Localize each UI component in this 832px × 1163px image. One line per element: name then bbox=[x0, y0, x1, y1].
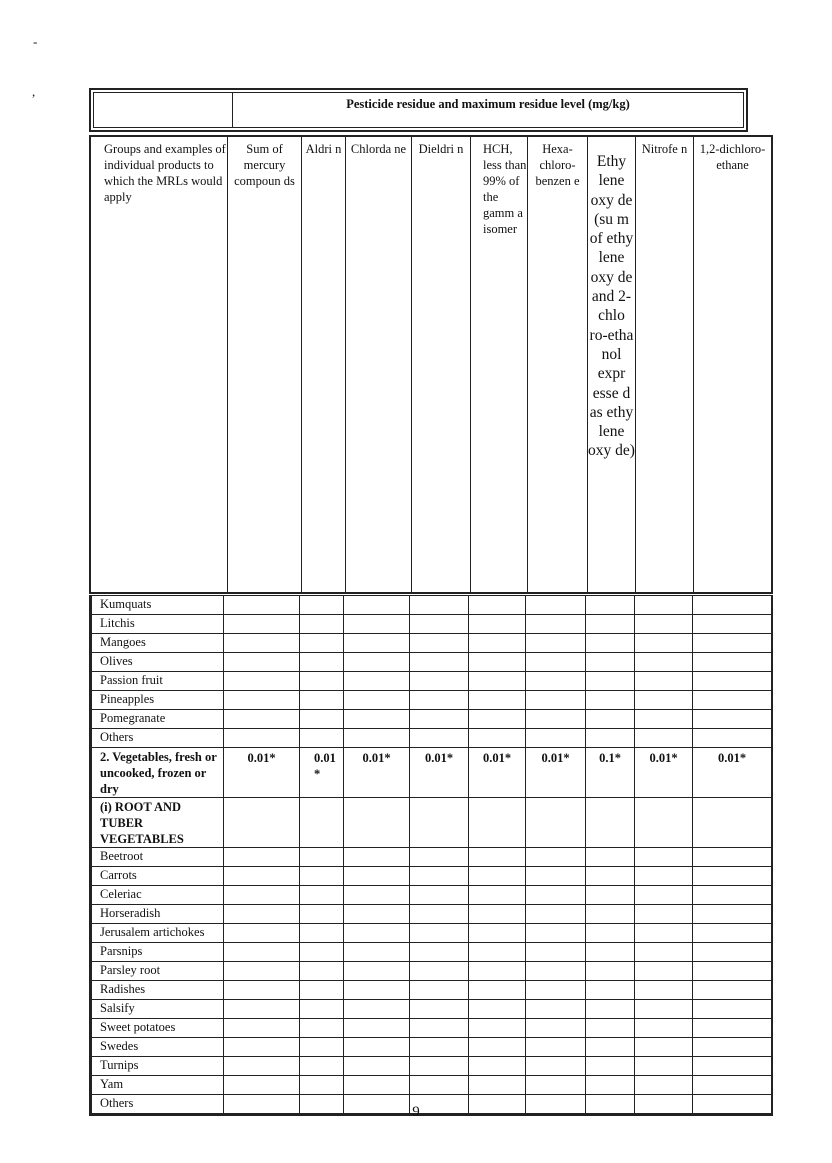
mrl-value-cell bbox=[586, 596, 635, 615]
mrl-value-cell bbox=[469, 1038, 526, 1057]
mrl-value-cell bbox=[693, 672, 772, 691]
mrl-value-cell bbox=[693, 1038, 772, 1057]
mrl-value-cell bbox=[635, 848, 693, 867]
mrl-value-cell bbox=[344, 981, 410, 1000]
product-name-cell: Pomegranate bbox=[92, 710, 224, 729]
table-row bbox=[92, 596, 772, 615]
mrl-value-cell bbox=[526, 596, 586, 615]
table-row bbox=[92, 1000, 772, 1019]
mrl-value-cell bbox=[693, 1019, 772, 1038]
mrl-value-cell bbox=[344, 653, 410, 672]
banner-blank-cell bbox=[94, 93, 233, 127]
mrl-value-cell bbox=[224, 596, 300, 615]
margin-mark-comma: , bbox=[32, 84, 36, 99]
mrl-value-cell bbox=[410, 1019, 469, 1038]
mrl-value-cell bbox=[526, 1000, 586, 1019]
mrl-value-cell bbox=[410, 691, 469, 710]
mrl-value-cell bbox=[300, 691, 344, 710]
table-row bbox=[92, 729, 772, 748]
mrl-value-cell bbox=[586, 1019, 635, 1038]
mrl-value-cell bbox=[469, 1019, 526, 1038]
product-name-cell: Parsley root bbox=[92, 962, 224, 981]
mrl-value-cell bbox=[635, 1057, 693, 1076]
column-header-chlordane: Chlorda ne bbox=[345, 137, 411, 592]
column-header-hch: HCH, less than 99% of the gamm a isomer bbox=[470, 137, 527, 592]
mrl-value-cell bbox=[635, 634, 693, 653]
mrl-value-cell bbox=[469, 867, 526, 886]
mrl-value-cell bbox=[586, 905, 635, 924]
mrl-value-cell bbox=[469, 1000, 526, 1019]
mrl-value-cell bbox=[300, 848, 344, 867]
mrl-value-cell bbox=[469, 848, 526, 867]
column-header-groups: Groups and examples of individual products to which the MRLs would apply bbox=[104, 142, 226, 204]
table-row bbox=[92, 748, 772, 798]
mrl-value-cell bbox=[635, 1019, 693, 1038]
mrl-value-cell bbox=[693, 729, 772, 748]
mrl-value-cell bbox=[224, 981, 300, 1000]
mrl-value-cell bbox=[410, 634, 469, 653]
mrl-value-cell bbox=[344, 905, 410, 924]
mrl-value-cell bbox=[300, 596, 344, 615]
mrl-value-cell bbox=[300, 615, 344, 634]
mrl-value-cell bbox=[635, 710, 693, 729]
mrl-value-cell: 0.01* bbox=[526, 748, 586, 798]
mrl-value-cell: 0.01* bbox=[635, 748, 693, 798]
mrl-value-cell bbox=[526, 848, 586, 867]
mrl-value-cell bbox=[300, 729, 344, 748]
mrl-value-cell bbox=[224, 924, 300, 943]
mrl-value-cell bbox=[586, 691, 635, 710]
mrl-value-cell bbox=[469, 634, 526, 653]
mrl-value-cell bbox=[526, 710, 586, 729]
table-row bbox=[92, 924, 772, 943]
product-name-cell: Beetroot bbox=[92, 848, 224, 867]
mrl-value-cell bbox=[469, 962, 526, 981]
mrl-value-cell bbox=[224, 867, 300, 886]
table-row bbox=[92, 798, 772, 848]
mrl-value-cell: 0.01* bbox=[410, 748, 469, 798]
column-header-aldrin: Aldri n bbox=[301, 137, 345, 592]
mrl-value-cell bbox=[344, 634, 410, 653]
mrl-value-cell bbox=[635, 924, 693, 943]
mrl-value-cell bbox=[410, 653, 469, 672]
mrl-value-cell bbox=[344, 1076, 410, 1095]
mrl-value-cell bbox=[469, 1076, 526, 1095]
product-name-cell: 2. Vegetables, fresh or uncooked, frozen or dry bbox=[92, 748, 224, 798]
product-name-cell: (i) ROOT AND TUBER VEGETABLES bbox=[92, 798, 224, 848]
product-name-cell: Salsify bbox=[92, 1000, 224, 1019]
mrl-value-cell bbox=[344, 962, 410, 981]
mrl-value-cell bbox=[224, 1038, 300, 1057]
product-name-cell: Others bbox=[92, 1095, 224, 1114]
mrl-value-cell bbox=[693, 1000, 772, 1019]
mrl-value-cell bbox=[586, 1057, 635, 1076]
mrl-value-cell bbox=[344, 1038, 410, 1057]
mrl-value-cell bbox=[635, 962, 693, 981]
table-row bbox=[92, 1076, 772, 1095]
mrl-value-cell bbox=[693, 962, 772, 981]
mrl-value-cell bbox=[410, 729, 469, 748]
mrl-value-cell bbox=[300, 1019, 344, 1038]
mrl-value-cell bbox=[410, 1000, 469, 1019]
mrl-value-cell bbox=[635, 981, 693, 1000]
table-row bbox=[92, 886, 772, 905]
mrl-value-cell bbox=[224, 886, 300, 905]
mrl-value-cell bbox=[224, 1057, 300, 1076]
mrl-value-cell bbox=[224, 943, 300, 962]
mrl-value-cell bbox=[526, 798, 586, 848]
mrl-value-cell bbox=[526, 886, 586, 905]
mrl-value-cell bbox=[586, 710, 635, 729]
mrl-value-cell bbox=[526, 867, 586, 886]
mrl-value-cell bbox=[224, 729, 300, 748]
table-title: Pesticide residue and maximum residue level (mg/kg) bbox=[346, 97, 630, 111]
mrl-value-cell bbox=[526, 981, 586, 1000]
mrl-value-cell bbox=[410, 886, 469, 905]
mrl-value-cell bbox=[586, 924, 635, 943]
table-row bbox=[92, 1057, 772, 1076]
mrl-value-cell bbox=[300, 710, 344, 729]
mrl-value-cell bbox=[693, 943, 772, 962]
mrl-value-cell bbox=[635, 1076, 693, 1095]
mrl-value-cell bbox=[410, 798, 469, 848]
mrl-value-cell bbox=[586, 1038, 635, 1057]
mrl-value-cell bbox=[410, 867, 469, 886]
mrl-value-cell bbox=[410, 1076, 469, 1095]
mrl-value-cell bbox=[469, 943, 526, 962]
mrl-value-cell bbox=[526, 905, 586, 924]
product-name-cell: Turnips bbox=[92, 1057, 224, 1076]
mrl-value-cell bbox=[300, 981, 344, 1000]
mrl-value-cell bbox=[300, 924, 344, 943]
mrl-value-cell bbox=[224, 710, 300, 729]
mrl-value-cell bbox=[224, 962, 300, 981]
mrl-value-cell bbox=[635, 672, 693, 691]
mrl-value-cell bbox=[300, 943, 344, 962]
mrl-value-cell bbox=[526, 653, 586, 672]
product-name-cell: Litchis bbox=[92, 615, 224, 634]
mrl-value-cell bbox=[469, 653, 526, 672]
table-row bbox=[92, 1038, 772, 1057]
mrl-value-cell bbox=[410, 962, 469, 981]
mrl-value-cell bbox=[635, 729, 693, 748]
table-row bbox=[92, 905, 772, 924]
mrl-value-cell bbox=[344, 798, 410, 848]
mrl-value-cell bbox=[693, 924, 772, 943]
mrl-value-cell: 0.01* bbox=[224, 748, 300, 798]
product-name-cell: Carrots bbox=[92, 867, 224, 886]
product-name-cell: Radishes bbox=[92, 981, 224, 1000]
mrl-value-cell bbox=[526, 729, 586, 748]
mrl-value-cell bbox=[526, 1019, 586, 1038]
mrl-value-cell bbox=[300, 1038, 344, 1057]
mrl-value-cell bbox=[635, 867, 693, 886]
table-row bbox=[92, 981, 772, 1000]
mrl-value-cell bbox=[344, 886, 410, 905]
mrl-value-cell bbox=[224, 1076, 300, 1095]
mrl-value-cell bbox=[224, 848, 300, 867]
mrl-value-cell: 0.01* bbox=[469, 748, 526, 798]
mrl-value-cell bbox=[586, 962, 635, 981]
mrl-value-cell bbox=[410, 943, 469, 962]
mrl-value-cell bbox=[300, 672, 344, 691]
product-name-cell: Kumquats bbox=[92, 596, 224, 615]
product-name-cell: Jerusalem artichokes bbox=[92, 924, 224, 943]
table-row bbox=[92, 710, 772, 729]
mrl-value-cell bbox=[693, 848, 772, 867]
mrl-value-cell bbox=[300, 653, 344, 672]
mrl-value-cell bbox=[410, 615, 469, 634]
mrl-value-cell bbox=[526, 672, 586, 691]
mrl-value-cell bbox=[410, 848, 469, 867]
mrl-value-cell bbox=[344, 672, 410, 691]
mrl-value-cell bbox=[344, 848, 410, 867]
mrl-value-cell bbox=[344, 596, 410, 615]
mrl-value-cell bbox=[586, 981, 635, 1000]
mrl-value-cell bbox=[693, 1057, 772, 1076]
mrl-value-cell bbox=[224, 905, 300, 924]
mrl-value-cell bbox=[469, 798, 526, 848]
mrl-value-cell bbox=[635, 653, 693, 672]
mrl-value-cell bbox=[224, 615, 300, 634]
product-name-cell: Mangoes bbox=[92, 634, 224, 653]
mrl-value-cell bbox=[526, 1076, 586, 1095]
mrl-value-cell bbox=[693, 596, 772, 615]
mrl-value-cell bbox=[526, 634, 586, 653]
mrl-value-cell bbox=[526, 615, 586, 634]
mrl-value-cell bbox=[469, 729, 526, 748]
mrl-value-cell bbox=[586, 798, 635, 848]
mrl-value-cell bbox=[469, 691, 526, 710]
mrl-value-cell bbox=[410, 672, 469, 691]
mrl-value-cell bbox=[469, 596, 526, 615]
product-name-cell: Olives bbox=[92, 653, 224, 672]
mrl-value-cell bbox=[300, 1000, 344, 1019]
mrl-value-cell bbox=[635, 615, 693, 634]
mrl-value-cell bbox=[586, 672, 635, 691]
mrl-value-cell bbox=[344, 867, 410, 886]
table-row bbox=[92, 1019, 772, 1038]
mrl-value-cell bbox=[693, 1076, 772, 1095]
column-header-nitrofen: Nitrofe n bbox=[635, 137, 693, 592]
mrl-value-cell bbox=[693, 615, 772, 634]
table-row bbox=[92, 943, 772, 962]
mrl-value-cell bbox=[224, 634, 300, 653]
table-row bbox=[92, 634, 772, 653]
mrl-table-body bbox=[89, 595, 773, 1116]
column-header-mercury: Sum of mercury compoun ds bbox=[227, 137, 301, 592]
mrl-value-cell bbox=[526, 1057, 586, 1076]
mrl-value-cell bbox=[586, 729, 635, 748]
table-row bbox=[92, 691, 772, 710]
table-row bbox=[92, 962, 772, 981]
mrl-value-cell bbox=[526, 1038, 586, 1057]
mrl-value-cell bbox=[586, 1076, 635, 1095]
mrl-value-cell bbox=[410, 710, 469, 729]
mrl-value-cell bbox=[300, 798, 344, 848]
mrl-value-cell bbox=[410, 981, 469, 1000]
mrl-value-cell: 0.1* bbox=[586, 748, 635, 798]
mrl-value-cell bbox=[586, 943, 635, 962]
mrl-value-cell bbox=[586, 653, 635, 672]
mrl-value-cell bbox=[693, 634, 772, 653]
mrl-value-cell bbox=[635, 596, 693, 615]
mrl-value-cell bbox=[300, 962, 344, 981]
table-title-banner bbox=[89, 88, 748, 132]
mrl-value-cell bbox=[410, 1057, 469, 1076]
mrl-value-cell bbox=[224, 653, 300, 672]
product-name-cell: Pineapples bbox=[92, 691, 224, 710]
mrl-value-cell bbox=[300, 1057, 344, 1076]
mrl-value-cell bbox=[469, 886, 526, 905]
mrl-value-cell bbox=[693, 798, 772, 848]
product-name-cell: Others bbox=[92, 729, 224, 748]
mrl-value-cell bbox=[526, 924, 586, 943]
mrl-value-cell bbox=[469, 981, 526, 1000]
mrl-value-cell bbox=[586, 867, 635, 886]
mrl-value-cell bbox=[693, 886, 772, 905]
page-number: 9 bbox=[412, 1104, 420, 1120]
mrl-value-cell bbox=[410, 905, 469, 924]
mrl-value-cell bbox=[344, 615, 410, 634]
mrl-value-cell bbox=[526, 691, 586, 710]
column-header-ethylene-oxide: Ethy lene oxy de (su m of ethy lene oxy de and 2-chlo ro-etha nol expr esse d as ethy lene oxy de) bbox=[587, 137, 635, 592]
mrl-value-cell bbox=[344, 1057, 410, 1076]
mrl-value-cell bbox=[693, 867, 772, 886]
table-row bbox=[92, 848, 772, 867]
product-name-cell: Parsnips bbox=[92, 943, 224, 962]
product-name-cell: Sweet potatoes bbox=[92, 1019, 224, 1038]
mrl-value-cell bbox=[344, 729, 410, 748]
table-row bbox=[92, 615, 772, 634]
table-row bbox=[92, 867, 772, 886]
mrl-value-cell bbox=[693, 710, 772, 729]
mrl-value-cell bbox=[586, 634, 635, 653]
mrl-value-cell bbox=[469, 710, 526, 729]
mrl-value-cell bbox=[344, 943, 410, 962]
mrl-value-cell bbox=[469, 905, 526, 924]
mrl-value-cell bbox=[635, 905, 693, 924]
mrl-value-cell bbox=[300, 886, 344, 905]
mrl-value-cell bbox=[300, 867, 344, 886]
mrl-value-cell bbox=[344, 924, 410, 943]
mrl-value-cell bbox=[469, 672, 526, 691]
mrl-value-cell bbox=[693, 905, 772, 924]
mrl-value-cell bbox=[410, 1038, 469, 1057]
mrl-value-cell bbox=[586, 1000, 635, 1019]
column-header-dichloroethane: 1,2-dichloro-ethane bbox=[693, 137, 771, 592]
mrl-value-cell bbox=[635, 691, 693, 710]
mrl-value-cell bbox=[224, 1000, 300, 1019]
column-header-hexachlorobenzene: Hexa-chloro-benzen e bbox=[527, 137, 587, 592]
mrl-value-cell bbox=[635, 943, 693, 962]
product-name-cell: Passion fruit bbox=[92, 672, 224, 691]
mrl-value-cell bbox=[410, 924, 469, 943]
mrl-value-cell bbox=[344, 710, 410, 729]
mrl-value-cell bbox=[469, 615, 526, 634]
table-row bbox=[92, 653, 772, 672]
product-name-cell: Celeriac bbox=[92, 886, 224, 905]
margin-mark-dash: - bbox=[33, 34, 38, 49]
mrl-value-cell bbox=[344, 691, 410, 710]
mrl-value-cell bbox=[693, 981, 772, 1000]
mrl-value-cell bbox=[586, 615, 635, 634]
mrl-value-cell bbox=[586, 886, 635, 905]
mrl-value-cell bbox=[300, 1076, 344, 1095]
mrl-value-cell bbox=[526, 962, 586, 981]
mrl-value-cell bbox=[526, 943, 586, 962]
mrl-value-cell bbox=[344, 1000, 410, 1019]
mrl-value-cell bbox=[344, 1019, 410, 1038]
column-header-dieldrin: Dieldri n bbox=[411, 137, 470, 592]
mrl-value-cell: 0.01 * bbox=[300, 748, 344, 798]
mrl-value-cell bbox=[635, 1038, 693, 1057]
product-name-cell: Horseradish bbox=[92, 905, 224, 924]
mrl-value-cell bbox=[224, 691, 300, 710]
mrl-value-cell: 0.01* bbox=[693, 748, 772, 798]
mrl-value-cell bbox=[300, 905, 344, 924]
column-header-row bbox=[89, 135, 773, 594]
mrl-value-cell bbox=[586, 848, 635, 867]
mrl-value-cell: 0.01* bbox=[344, 748, 410, 798]
table-row bbox=[92, 672, 772, 691]
mrl-value-cell bbox=[469, 924, 526, 943]
mrl-value-cell bbox=[693, 653, 772, 672]
mrl-value-cell bbox=[635, 1000, 693, 1019]
mrl-value-cell bbox=[635, 886, 693, 905]
mrl-value-cell bbox=[224, 798, 300, 848]
product-name-cell: Yam bbox=[92, 1076, 224, 1095]
mrl-value-cell bbox=[224, 672, 300, 691]
mrl-value-cell bbox=[410, 596, 469, 615]
mrl-value-cell bbox=[693, 691, 772, 710]
product-name-cell: Swedes bbox=[92, 1038, 224, 1057]
mrl-value-cell bbox=[224, 1019, 300, 1038]
mrl-value-cell bbox=[469, 1057, 526, 1076]
mrl-value-cell bbox=[300, 634, 344, 653]
mrl-value-cell bbox=[635, 798, 693, 848]
